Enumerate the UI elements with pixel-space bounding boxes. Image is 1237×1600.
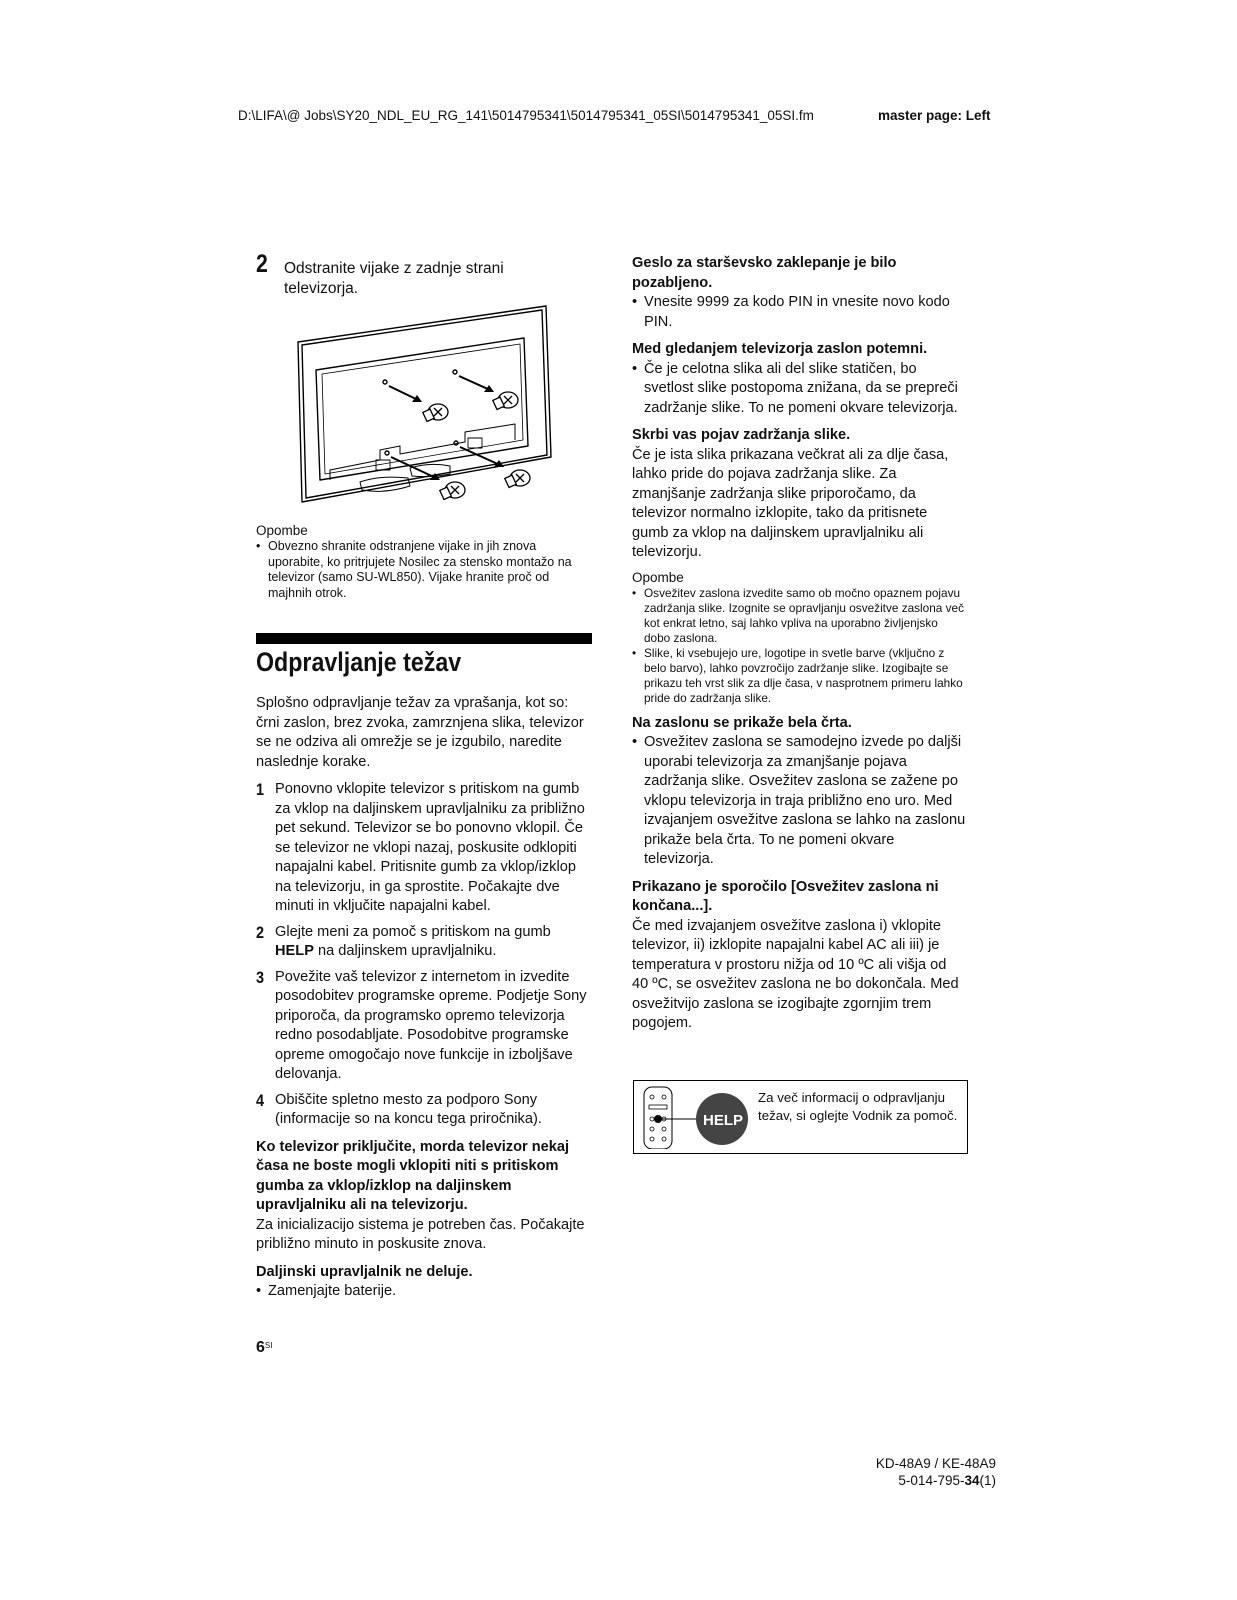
note-item: • Osvežitev zaslona izvedite samo ob močno opaznem pojavu zadržanja slike. Izognite se opravljanju osvežitve zaslona več kot enkrat letno, saj lahko vpliva na uporabno življenjsko dobo zaslona. — [632, 586, 966, 646]
step-item — [256, 923, 592, 962]
step-number: 2 — [256, 922, 265, 942]
step-text: Obiščite spletno mesto za podporo Sony (informacije so na koncu tega priročnika). — [275, 1091, 542, 1127]
page-number-suffix: SI — [264, 1341, 273, 1350]
document-code-suffix: (1) — [979, 1473, 996, 1488]
model-number: KD-48A9 / KE-48A9 — [875, 1456, 996, 1471]
step-text: Glejte meni za pomoč s pritiskom na gumb — [275, 923, 551, 940]
tv-screw-removal-illustration — [290, 300, 560, 512]
step-number: 4 — [256, 1090, 265, 1110]
question-heading: Prikazano je sporočilo [Osvežitev zaslona ni končana...]. — [632, 878, 939, 914]
step-text: Ponovno vklopite televizor s pritiskom na gumb za vklop na daljinskem upravljalniku za približno pet sekund. Televizor se bo ponovno vklopil. Če se televizor ne vklopi nazaj, poskusite odklopiti napajalni kabel. Pritisnite gumb za vklop/izklop na televizorju, in ga sprostite. Počakajte dve minuti in vključite napajalni kabel. — [275, 781, 585, 914]
question-heading: Geslo za starševsko zaklepanje je bilo pozabljeno. — [632, 255, 897, 291]
notes-block — [256, 522, 592, 601]
answer-text: Za inicializacijo sistema je potreben čas. Počakajte približno minuto in poskusite znova. — [256, 1216, 585, 1252]
step-item — [256, 968, 592, 1085]
step-number: 2 — [256, 250, 268, 278]
step-item — [256, 780, 592, 917]
document-code-bold: 34 — [964, 1473, 980, 1488]
question-heading: Skrbi vas pojav zadržanja slike. — [632, 427, 851, 443]
step-item — [256, 1091, 592, 1130]
help-box-text: Za več informacij o odpravljanju težav, si oglejte Vodnik za pomoč. — [758, 1090, 958, 1123]
notes-heading: Opombe — [256, 523, 308, 538]
model-info — [860, 1455, 996, 1489]
section-title: Odpravljanje težav — [256, 647, 462, 677]
step-number: 1 — [256, 780, 265, 799]
help-badge-label: HELP — [702, 1112, 743, 1129]
question-heading: Na zaslonu se prikaže bela črta. — [632, 714, 852, 731]
question-heading: Med gledanjem televizorja zaslon potemni. — [632, 341, 928, 357]
page-number — [256, 1339, 272, 1357]
note-item: • Obvezno shranite odstranjene vijake in jih znova uporabite, ko pritrjujete Nosilec za stensko montažo na televizor (samo SU-WL850). Vijake hranite proč od majhnih otrok. — [256, 539, 592, 601]
answer-text: Če je ista slika prikazana večkrat ali za dlje časa, lahko pride do pojava zadržanja slike. Za zmanjšanje zadržanja slike priporočamo, da televizor normalno izklopite, tako da pritisnete gumb za vklop na daljinskem upravljalniku ali televizorju. — [632, 446, 949, 560]
intro-paragraph: Splošno odpravljanje težav za vprašanja, kot so: črni zaslon, brez zvoka, zamrznjena slika, televizor se ne odziva ali omrežje se je izgubilo, naredite naslednje korake. — [256, 695, 584, 770]
answer-bullet: • Zamenjajte baterije. — [256, 1282, 592, 1302]
document-code-prefix: 5-014-795- — [898, 1473, 965, 1488]
answer-bullet: • Če je celotna slika ali del slike statičen, bo svetlost slike postopoma znižana, da se prepreči zadržanje slike. To ne pomeni okvare televizorja. — [632, 360, 966, 419]
question-heading: Daljinski upravljalnik ne deluje. — [256, 1263, 473, 1280]
step-text: Odstranite vijake z zadnje strani televizorja. — [284, 260, 504, 297]
note-item: • Slike, ki vsebujejo ure, logotipe in svetle barve (vključno z belo barvo), lahko povzročijo zadržanje slike. Izogibajte se prikazu teh vrst slik za dlje časa, v nasprotnem primeru lahko pride do zadržanja slike. — [632, 646, 966, 706]
answer-bullet: • Osvežitev zaslona se samodejno izvede po daljši uporabi televizorja za zmanjšanje pojava zadržanja slike. Osvežitev zaslona se zažene po vklopu televizorja in traja približno eno uro. Med izvajanjem osvežitve zaslona se lahko na zaslonu prikaže bela črta. To ne pomeni okvare televizorja. — [632, 733, 966, 870]
step-number: 3 — [256, 967, 265, 987]
troubleshooting-column — [256, 694, 592, 1302]
document-code — [860, 1472, 996, 1489]
step-text: Povežite vaš televizor z internetom in izvedite posodobitev programske opreme. Podjetje Sony priporoča, da programsko opremo televizorja redno posodabljate. Posodobitve programske opreme omogočajo nove funkcije in izboljšave delovanja. — [275, 968, 587, 1082]
help-button-name: HELP — [275, 943, 314, 959]
file-path: D:\LIFA\@ Jobs\SY20_NDL_EU_RG_141\5014795341\5014795341_05SI\5014795341_05SI.fm — [238, 108, 814, 123]
answer-text: Če med izvajanjem osvežitve zaslona i) vklopite televizor, ii) izklopite napajalni kabel AC ali iii) je temperatura v prostoru nižja od 10 ºC ali višja od 40 ºC, se osvežitev zaslona ne bo dokončala. Med osvežitvijo zaslona se izogibajte zgornjim trem pogojem. — [632, 917, 959, 1031]
answer-bullet: • Vnesite 9999 za kodo PIN in vnesite novo kodo PIN. — [632, 293, 966, 332]
help-info-box — [633, 1080, 968, 1154]
step-text: na daljinskem upravljalniku. — [313, 943, 497, 959]
master-page-label: master page: Left — [878, 108, 991, 123]
question-heading: Ko televizor priključite, morda televizor nekaj časa ne boste mogli vklopiti niti s pritiskom gumba za vklop/izklop na daljinskem upravljalniku ali na televizorju. — [256, 1138, 570, 1213]
notes-heading: Opombe — [632, 569, 684, 585]
section-rule — [256, 633, 592, 644]
page-number-value: 6 — [256, 1339, 265, 1356]
right-column — [632, 254, 966, 1034]
